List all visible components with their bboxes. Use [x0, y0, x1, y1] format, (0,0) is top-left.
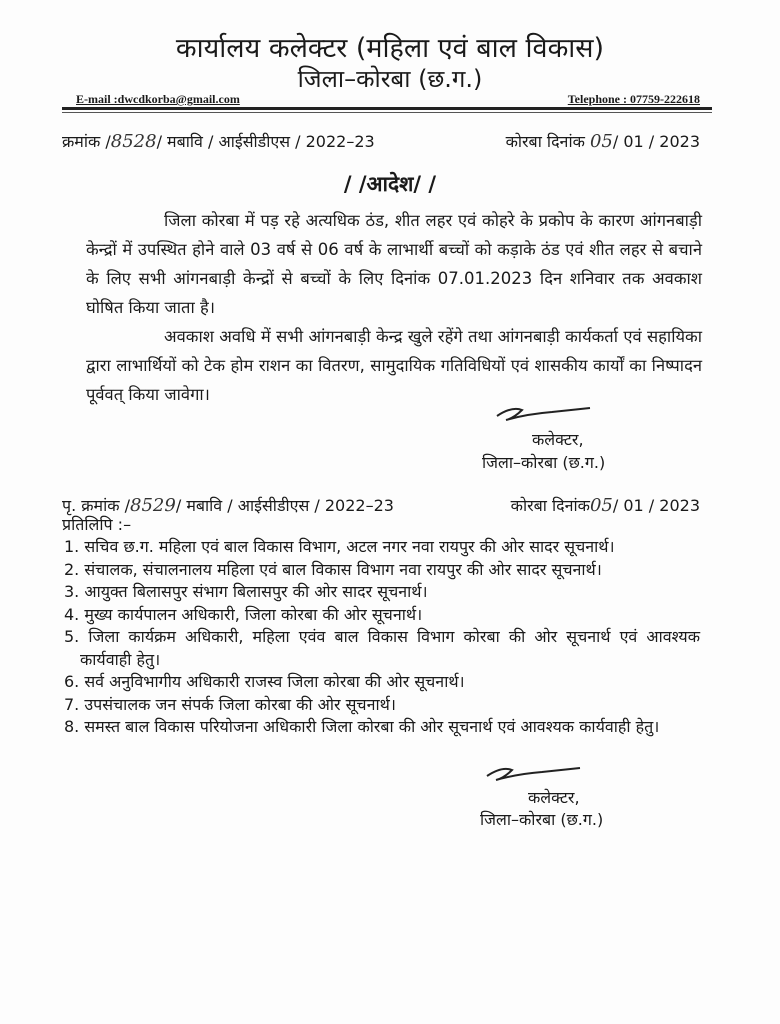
copy-date-day-handwritten: 05 [589, 495, 613, 516]
order-suffix: / मबावि / आईसीडीएस / 2022–23 [156, 132, 375, 151]
copy-number-handwritten: 8529 [130, 495, 176, 516]
list-item: 1. सचिव छ.ग. महिला एवं बाल विकास विभाग, अटल नगर नवा रायपुर की ओर सादर सूचनार्थ। [64, 537, 615, 556]
date-label: कोरबा दिनांक [505, 132, 585, 151]
signature-district: जिला–कोरबा (छ.ग.) [482, 453, 606, 472]
paragraph-2: अवकाश अवधि में सभी आंगनबाड़ी केन्द्र खुले रहेंगे तथा आंगनबाड़ी कार्यकर्ता एवं सहायिका द्वारा लाभार्थियों को टेक होम राशन का वितरण, सामुदायिक गतिविधियों एवं शासकीय कार्यों का निष्पादन पूर्ववत् किया जावेगा। [86, 327, 702, 404]
copy-date-label: कोरबा दिनांक [510, 496, 590, 515]
signature-mark [492, 398, 592, 428]
list-item: 4. मुख्य कार्यपालन अधिकारी, जिला कोरबा की ओर सूचनार्थ। [64, 604, 423, 624]
email: E-mail :dwcdkorba@gmail.com [76, 92, 240, 106]
copy-prefix: पृ. क्रमांक / [62, 496, 131, 515]
signature-mark-2 [482, 758, 582, 788]
copy-label: प्रतिलिपि :– [62, 515, 132, 534]
list-item: 2. संचालक, संचालनालय महिला एवं बाल विकास विभाग नवा रायपुर की ओर सादर सूचनार्थ। [64, 559, 602, 579]
list-item: 7. उपसंचालक जन संपर्क जिला कोरबा की ओर सूचनार्थ। [64, 694, 396, 714]
copy-suffix: / मबावि / आईसीडीएस / 2022–23 [175, 496, 394, 515]
list-item: 8. समस्त बाल विकास परियोजना अधिकारी जिला कोरबा की ओर सूचनार्थ एवं आवश्यक कार्यवाही हेतु। [64, 717, 660, 736]
office-title: कार्यालय कलेक्टर (महिला एवं बाल विकास) [175, 33, 605, 64]
paragraph-1: जिला कोरबा में पड़ रहे अत्यधिक ठंड, शीत लहर एवं कोहरे के प्रकोप के कारण आंगनबाड़ी केन्द्रों में उपस्थित होने वाले 03 वर्ष से 06 वर्ष के लाभार्थी बच्चों को कड़ाके ठंड एवं शीत लहर से बचाने के लिए सभी आंगनबाड़ी केन्द्रों से बच्चों के लिए दिनांक 07.01.2023 दिन शनिवार तक अवकाश घोषित किया जाता है। [86, 211, 702, 317]
order-heading: / /आदेश/ / [343, 172, 437, 196]
office-district: जिला–कोरबा (छ.ग.) [297, 65, 483, 93]
order-prefix: क्रमांक / [62, 132, 111, 151]
copy-list [64, 536, 700, 739]
signature-designation: कलेक्टर, [532, 430, 584, 449]
header-rule [62, 107, 712, 110]
order-date [506, 130, 700, 152]
list-item: 3. आयुक्त बिलासपुर संभाग बिलासपुर की ओर सादर सूचनार्थ। [64, 582, 428, 601]
signature2-district: जिला–कोरबा (छ.ग.) [480, 810, 604, 829]
date-rest: / 01 / 2023 [612, 132, 700, 151]
order-reference [62, 130, 375, 152]
order-number-handwritten: 8528 [110, 131, 157, 152]
header-rule-thin [62, 112, 712, 113]
date-day-handwritten: 05 [589, 131, 613, 152]
list-item: 6. सर्व अनुविभागीय अधिकारी राजस्व जिला कोरबा की ओर सूचनार्थ। [64, 672, 465, 691]
copy-date-rest: / 01 / 2023 [612, 496, 700, 515]
telephone: Telephone : 07759-222618 [567, 92, 700, 106]
signature2-designation: कलेक्टर, [528, 788, 580, 807]
list-item: 5. जिला कार्यक्रम अधिकारी, महिला एवंव बाल विकास विभाग कोरबा की ओर सूचनार्थ एवं आवश्यक कार्यवाही हेतु। [64, 627, 700, 669]
copy-date [511, 494, 700, 516]
